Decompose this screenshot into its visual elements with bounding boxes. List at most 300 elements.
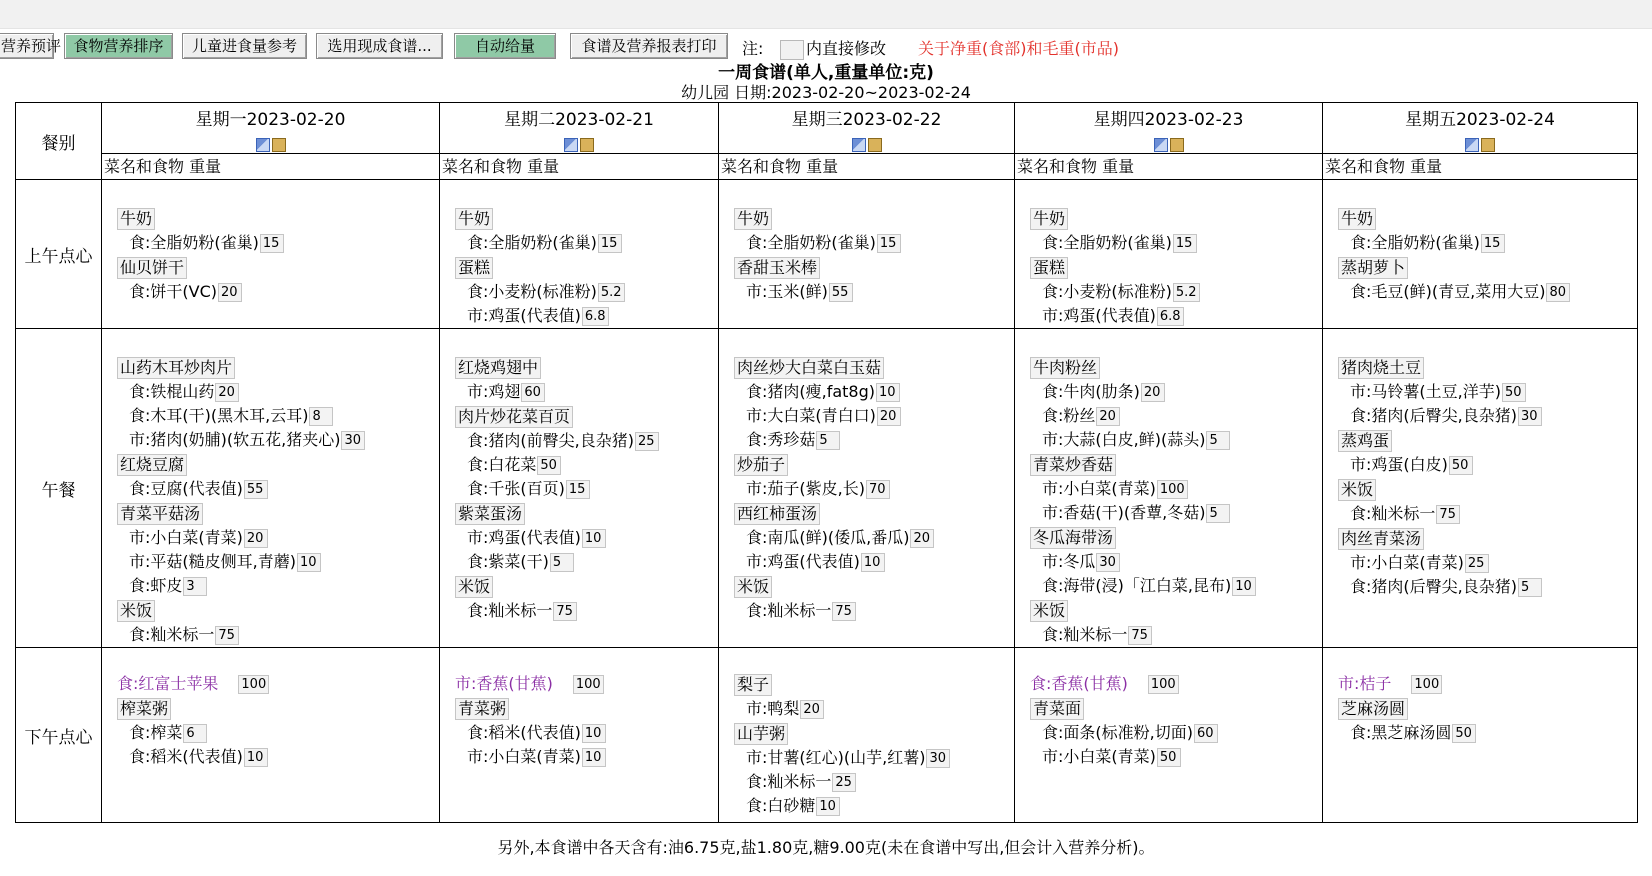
menu-cell <box>440 329 719 648</box>
weekly-menu-table <box>15 102 1638 823</box>
ingredient-line <box>117 231 439 255</box>
ingredient-line <box>734 428 1014 452</box>
weight-input[interactable]: 50 <box>1157 748 1181 767</box>
ingredient-name: 食:小麦粉(标准粉) <box>467 282 597 301</box>
ingredient-line <box>1338 404 1637 428</box>
fruit-name[interactable]: 食:红富士苹果 <box>117 674 219 693</box>
ingredient-name: 食:籼米标一 <box>129 625 215 644</box>
menu-cell <box>102 648 440 823</box>
dish-line <box>1338 477 1637 502</box>
paste-icon[interactable] <box>1170 138 1184 152</box>
copy-icon[interactable] <box>564 138 578 152</box>
ingredient-name: 市:鸡蛋(代表值) <box>467 528 581 547</box>
ingredient-name: 市:甘薯(红心)(山芋,红薯) <box>746 748 926 767</box>
menu-cell <box>1015 180 1323 329</box>
fruit-line <box>1030 672 1322 696</box>
ingredient-name: 食:豆腐(代表值) <box>129 479 243 498</box>
nutrition-preview-button[interactable]: 营养预评 <box>0 33 54 59</box>
weight-input[interactable]: 25 <box>635 432 659 451</box>
weight-input[interactable]: 100 <box>1157 480 1188 499</box>
weight-input[interactable]: 75 <box>553 602 577 621</box>
ingredient-name: 食:全脂奶粉(雀巢) <box>746 233 876 252</box>
ingredient-line <box>117 721 439 745</box>
ingredient-line <box>1030 574 1322 598</box>
ingredient-name: 食:全脂奶粉(雀巢) <box>467 233 597 252</box>
dish-name[interactable]: 肉丝青菜汤 <box>1338 528 1424 550</box>
dish-name[interactable]: 肉片炒花菜百页 <box>455 406 573 428</box>
fruit-name[interactable]: 食:香蕉(甘蕉) <box>1030 674 1128 693</box>
menu-cell <box>1323 180 1638 329</box>
weight-input[interactable]: 100 <box>1148 675 1179 694</box>
ingredient-line <box>117 574 439 598</box>
ingredient-name: 食:小麦粉(标准粉) <box>1042 282 1172 301</box>
ingredient-name: 食:猪肉(后臀尖,良杂猪) <box>1350 406 1517 425</box>
ingredient-line <box>455 429 718 453</box>
ingredient-name: 市:鸡蛋(代表值) <box>746 552 860 571</box>
dish-name[interactable]: 米饭 <box>1030 600 1068 622</box>
ingredient-name: 食:南瓜(鲜)(倭瓜,番瓜) <box>746 528 910 547</box>
dish-name[interactable]: 仙贝饼干 <box>117 257 187 279</box>
lunch-row <box>16 329 1638 648</box>
weight-input[interactable]: 15 <box>1173 234 1197 253</box>
ingredient-name: 食:粉丝 <box>1042 406 1096 425</box>
dish-name[interactable]: 牛奶 <box>455 208 493 230</box>
dish-name[interactable]: 牛肉粉丝 <box>1030 357 1100 379</box>
weight-input[interactable]: 6.8 <box>582 307 609 326</box>
menu-cell <box>1015 329 1323 648</box>
paste-icon[interactable] <box>868 138 882 152</box>
ingredient-line <box>734 770 1014 794</box>
ingredient-line <box>1030 745 1322 769</box>
dish-line <box>1030 452 1322 477</box>
copy-icon[interactable] <box>1154 138 1168 152</box>
top-band <box>0 0 1652 29</box>
menu-cell <box>719 329 1015 648</box>
ingredient-line <box>734 697 1014 721</box>
column-subheader: 菜名和食物 重量 <box>102 154 440 180</box>
ingredient-name: 食:秀珍菇 <box>746 430 816 449</box>
dish-name[interactable]: 蒸鸡蛋 <box>1338 430 1392 452</box>
dish-name[interactable]: 米饭 <box>734 576 772 598</box>
dish-line <box>117 452 439 477</box>
dish-line <box>117 696 439 721</box>
column-subheader: 菜名和食物 重量 <box>440 154 719 180</box>
weight-input[interactable]: 20 <box>877 407 901 426</box>
menu-cell <box>719 180 1015 329</box>
paste-icon[interactable] <box>1481 138 1495 152</box>
menu-cell <box>102 329 440 648</box>
meal-name: 下午点心 <box>16 648 102 823</box>
weight-input[interactable]: 10 <box>582 529 606 548</box>
weight-input[interactable]: 10 <box>861 553 885 572</box>
ingredient-name: 食:稻米(代表值) <box>467 723 581 742</box>
weight-input[interactable]: 20 <box>1141 383 1165 402</box>
ingredient-line <box>1338 231 1637 255</box>
weight-input[interactable]: 50 <box>1502 383 1526 402</box>
menu-cell <box>1015 648 1323 823</box>
ingredient-line <box>117 550 439 574</box>
ingredient-name: 食:饼干(VC) <box>129 282 217 301</box>
weight-input[interactable]: 5 <box>1518 578 1542 597</box>
dish-name[interactable]: 榨菜粥 <box>117 698 171 720</box>
ingredient-name: 食:黑芝麻汤圆 <box>1350 723 1452 742</box>
column-subheader: 菜名和食物 重量 <box>1015 154 1323 180</box>
dish-line <box>455 501 718 526</box>
weight-input[interactable]: 6.8 <box>1157 307 1184 326</box>
fruit-line <box>117 672 439 696</box>
auto-quantity-button[interactable]: 自动给量 <box>454 33 556 59</box>
ingredient-name: 食:海带(浸)「江白菜,昆布) <box>1042 576 1232 595</box>
dish-name[interactable]: 山芋粥 <box>734 723 788 745</box>
dish-line <box>1338 526 1637 551</box>
ingredient-line <box>734 477 1014 501</box>
ingredient-line <box>1338 280 1637 304</box>
paste-icon[interactable] <box>272 138 286 152</box>
dish-name[interactable]: 牛奶 <box>734 208 772 230</box>
weight-input[interactable]: 70 <box>866 480 890 499</box>
dish-name[interactable]: 米饭 <box>117 600 155 622</box>
ingredient-line <box>1030 721 1322 745</box>
weight-input[interactable]: 10 <box>582 724 606 743</box>
menu-cell <box>1323 648 1638 823</box>
ingredient-name: 市:平菇(糙皮侧耳,青蘑) <box>129 552 296 571</box>
weight-input[interactable]: 10 <box>816 797 840 816</box>
menu-cell <box>102 180 440 329</box>
ingredient-name: 市:大蒜(白皮,鲜)(蒜头) <box>1042 430 1206 449</box>
weight-input[interactable]: 5 <box>550 553 574 572</box>
ingredient-line <box>117 428 439 452</box>
dish-name[interactable]: 冬瓜海带汤 <box>1030 527 1116 549</box>
day-title: 星期三2023-02-22 <box>791 110 942 130</box>
ingredient-line <box>1338 453 1637 477</box>
weight-input[interactable]: 75 <box>832 602 856 621</box>
weight-input[interactable]: 15 <box>260 234 284 253</box>
ingredient-line <box>734 231 1014 255</box>
dish-name[interactable]: 芝麻汤圆 <box>1338 698 1408 720</box>
dish-line <box>734 452 1014 477</box>
page-subtitle: 幼儿园 日期:2023-02-20~2023-02-24 <box>681 83 971 102</box>
day-header <box>440 103 719 154</box>
dish-name[interactable]: 香甜玉米棒 <box>734 257 820 279</box>
ingredient-line <box>734 404 1014 428</box>
dish-name[interactable]: 牛奶 <box>117 208 155 230</box>
dish-name[interactable]: 猪肉烧土豆 <box>1338 357 1424 379</box>
weight-input[interactable]: 15 <box>1481 234 1505 253</box>
fruit-name[interactable]: 市:桔子 <box>1338 674 1392 693</box>
ingredient-name: 食:籼米标一 <box>1350 504 1436 523</box>
weight-input[interactable]: 80 <box>1546 283 1570 302</box>
dish-line <box>734 721 1014 746</box>
ingredient-line <box>455 304 718 328</box>
ingredient-name: 食:虾皮 <box>129 576 183 595</box>
weight-input[interactable]: 10 <box>297 553 321 572</box>
ingredient-name: 食:籼米标一 <box>746 601 832 620</box>
ingredient-name: 食:千张(百页) <box>467 479 565 498</box>
dish-name[interactable]: 蛋糕 <box>1030 257 1068 279</box>
food-nutrition-sort-button[interactable]: 食物营养排序 <box>64 33 173 59</box>
copy-icon[interactable] <box>256 138 270 152</box>
dish-line <box>734 206 1014 231</box>
ingredient-name: 市:茄子(紫皮,长) <box>746 479 865 498</box>
weight-input[interactable]: 75 <box>215 626 239 645</box>
weight-input[interactable]: 20 <box>218 283 242 302</box>
dish-line <box>455 355 718 380</box>
day-header <box>1323 103 1638 154</box>
dish-line <box>117 255 439 280</box>
weight-input[interactable]: 15 <box>598 234 622 253</box>
ingredient-line <box>734 550 1014 574</box>
dish-line <box>1030 255 1322 280</box>
dish-name[interactable]: 西红柿蛋汤 <box>734 503 820 525</box>
weight-input[interactable]: 15 <box>877 234 901 253</box>
weight-input[interactable]: 20 <box>910 529 934 548</box>
dish-line <box>734 355 1014 380</box>
day-header <box>102 103 440 154</box>
dish-line <box>1030 206 1322 231</box>
ingredient-line <box>455 599 718 623</box>
note-suffix: 内直接修改 <box>806 39 887 58</box>
ingredient-line <box>734 280 1014 304</box>
child-intake-reference-button[interactable]: 儿童进食量参考 <box>182 33 307 59</box>
dish-line <box>1338 696 1637 721</box>
day-header <box>719 103 1015 154</box>
ingredient-name: 市:鸡蛋(白皮) <box>1350 455 1448 474</box>
meal-type-header: 餐别 <box>16 103 102 180</box>
dish-line <box>455 255 718 280</box>
dish-name[interactable]: 米饭 <box>1338 479 1376 501</box>
ingredient-name: 食:猪肉(前臀尖,良杂猪) <box>467 431 634 450</box>
dish-line <box>1338 355 1637 380</box>
dish-name[interactable]: 青菜炒香菇 <box>1030 454 1116 476</box>
fruit-line <box>1338 672 1637 696</box>
ingredient-name: 食:木耳(干)(黑木耳,云耳) <box>129 406 309 425</box>
copy-icon[interactable] <box>1465 138 1479 152</box>
ingredient-line <box>117 526 439 550</box>
dish-line <box>1030 696 1322 721</box>
ingredient-line <box>455 380 718 404</box>
day-title: 星期五2023-02-24 <box>1405 110 1555 130</box>
ingredient-line <box>1030 380 1322 404</box>
dish-line <box>117 355 439 380</box>
dish-name[interactable]: 肉丝炒大白菜白玉菇 <box>734 357 884 379</box>
ingredient-line <box>1030 550 1322 574</box>
ingredient-name: 食:全脂奶粉(雀巢) <box>1350 233 1480 252</box>
weight-input[interactable]: 25 <box>1465 554 1489 573</box>
weight-input[interactable]: 30 <box>1518 407 1542 426</box>
dish-line <box>1338 255 1637 280</box>
dish-name[interactable]: 梨子 <box>734 674 772 696</box>
weight-input[interactable]: 20 <box>1096 407 1120 426</box>
column-subheader: 菜名和食物 重量 <box>1323 154 1638 180</box>
ingredient-name: 市:大白菜(青白口) <box>746 406 876 425</box>
ingredient-line <box>1338 380 1637 404</box>
weight-input[interactable]: 3 <box>183 577 207 596</box>
menu-cell <box>440 648 719 823</box>
ingredient-line <box>455 550 718 574</box>
fruit-name[interactable]: 市:香蕉(甘蕉) <box>455 674 553 693</box>
ingredient-name: 市:鸡翅 <box>467 382 521 401</box>
weight-input[interactable]: 60 <box>1194 724 1218 743</box>
footer-note: 另外,本食谱中各天含有:油6.75克,盐1.80克,糖9.00克(未在食谱中写出,但会计入营养分析)。 <box>497 838 1155 857</box>
meal-name: 上午点心 <box>16 180 102 329</box>
choose-ready-menu-button[interactable]: 选用现成食谱... <box>316 33 443 59</box>
menu-cell <box>719 648 1015 823</box>
ingredient-name: 市:鸭梨 <box>746 699 800 718</box>
ingredient-name: 市:鸡蛋(代表值) <box>467 306 581 325</box>
meal-name: 午餐 <box>16 329 102 648</box>
dish-line <box>117 501 439 526</box>
weight-input[interactable]: 50 <box>1452 724 1476 743</box>
ingredient-name: 食:全脂奶粉(雀巢) <box>1042 233 1172 252</box>
note-sample-box <box>780 40 804 60</box>
ingredient-line <box>455 745 718 769</box>
day-title: 星期四2023-02-23 <box>1093 110 1244 130</box>
weight-input[interactable]: 5.2 <box>598 283 625 302</box>
weight-input[interactable]: 100 <box>238 675 269 694</box>
weight-input[interactable]: 5 <box>816 431 840 450</box>
dish-line <box>455 404 718 429</box>
net-gross-weight-link[interactable]: 关于净重(食部)和毛重(市品) <box>918 39 1119 58</box>
ingredient-name: 市:小白菜(青菜) <box>1042 747 1156 766</box>
weight-input[interactable]: 30 <box>1096 553 1120 572</box>
weight-input[interactable]: 25 <box>832 773 856 792</box>
weight-input[interactable]: 5 <box>1206 431 1230 450</box>
ingredient-name: 食:猪肉(后臀尖,良杂猪) <box>1350 577 1517 596</box>
ingredient-name: 市:小白菜(青菜) <box>1350 553 1464 572</box>
ingredient-name: 市:香菇(干)(香蕈,冬菇) <box>1042 503 1206 522</box>
copy-icon[interactable] <box>852 138 866 152</box>
ingredient-name: 食:白花菜 <box>467 455 537 474</box>
dish-name[interactable]: 紫菜蛋汤 <box>455 503 525 525</box>
weight-input[interactable]: 5.2 <box>1173 283 1200 302</box>
dish-name[interactable]: 蒸胡萝卜 <box>1338 257 1408 279</box>
ingredient-name: 食:全脂奶粉(雀巢) <box>129 233 259 252</box>
weight-input[interactable]: 10 <box>582 748 606 767</box>
menu-cell <box>1323 329 1638 648</box>
ingredient-name: 市:小白菜(青菜) <box>129 528 243 547</box>
ingredient-line <box>117 477 439 501</box>
dish-line <box>1030 598 1322 623</box>
weight-input[interactable]: 15 <box>566 480 590 499</box>
menu-cell <box>440 180 719 329</box>
dish-line <box>117 206 439 231</box>
weight-input[interactable]: 8 <box>309 407 333 426</box>
ingredient-line <box>1338 575 1637 599</box>
ingredient-name: 市:小白菜(青菜) <box>1042 479 1156 498</box>
ingredient-name: 市:玉米(鲜) <box>746 282 828 301</box>
dish-name[interactable]: 炒茄子 <box>734 454 788 476</box>
dish-name[interactable]: 青菜平菇汤 <box>117 503 203 525</box>
weight-input[interactable]: 60 <box>521 383 545 402</box>
paste-icon[interactable] <box>580 138 594 152</box>
weight-input[interactable]: 100 <box>573 675 604 694</box>
weight-input[interactable]: 10 <box>876 383 900 402</box>
weight-input[interactable]: 55 <box>244 480 268 499</box>
ingredient-line <box>117 745 439 769</box>
page-title: 一周食谱(单人,重量单位:克) <box>718 63 934 83</box>
dish-line <box>1338 428 1637 453</box>
dish-name[interactable]: 牛奶 <box>1030 208 1068 230</box>
ingredient-line <box>734 794 1014 818</box>
dish-name[interactable]: 红烧鸡翅中 <box>455 357 541 379</box>
weight-input[interactable]: 10 <box>244 748 268 767</box>
dish-name[interactable]: 青菜粥 <box>455 698 509 720</box>
ingredient-name: 食:籼米标一 <box>467 601 553 620</box>
weight-input[interactable]: 10 <box>1232 577 1256 596</box>
weight-input[interactable]: 55 <box>829 283 853 302</box>
ingredient-line <box>1338 502 1637 526</box>
dish-name[interactable]: 米饭 <box>455 576 493 598</box>
ingredient-line <box>455 231 718 255</box>
dish-line <box>455 574 718 599</box>
ingredient-line <box>734 380 1014 404</box>
weight-input[interactable]: 75 <box>1436 505 1460 524</box>
ingredient-line <box>455 721 718 745</box>
ingredient-line <box>734 746 1014 770</box>
weight-input[interactable]: 100 <box>1411 675 1442 694</box>
weight-input[interactable]: 50 <box>537 456 561 475</box>
dish-line <box>455 696 718 721</box>
ingredient-name: 市:小白菜(青菜) <box>467 747 581 766</box>
ingredient-name: 食:稻米(代表值) <box>129 747 243 766</box>
day-title: 星期一2023-02-20 <box>195 110 346 130</box>
weight-input[interactable]: 20 <box>800 700 824 719</box>
ingredient-line <box>1030 623 1322 647</box>
ingredient-line <box>1030 477 1322 501</box>
weight-input[interactable]: 20 <box>244 529 268 548</box>
weight-input[interactable]: 5 <box>1206 504 1230 523</box>
dish-name[interactable]: 山药木耳炒肉片 <box>117 357 235 379</box>
print-menu-report-button[interactable]: 食谱及营养报表打印 <box>570 33 728 59</box>
ingredient-name: 食:白砂糖 <box>746 796 816 815</box>
ingredient-name: 食:紫菜(干) <box>467 552 549 571</box>
weight-input[interactable]: 50 <box>1449 456 1473 475</box>
dish-name[interactable]: 青菜面 <box>1030 698 1084 720</box>
weight-input[interactable]: 30 <box>341 431 365 450</box>
day-title: 星期二2023-02-21 <box>504 110 654 130</box>
ingredient-line <box>1030 304 1322 328</box>
morning-snack-row <box>16 180 1638 329</box>
weight-input[interactable]: 75 <box>1128 626 1152 645</box>
dish-line <box>734 672 1014 697</box>
ingredient-line <box>734 526 1014 550</box>
ingredient-name: 市:冬瓜 <box>1042 552 1096 571</box>
ingredient-line <box>117 404 439 428</box>
dish-line <box>734 574 1014 599</box>
ingredient-name: 食:籼米标一 <box>746 772 832 791</box>
weight-input[interactable]: 30 <box>926 749 950 768</box>
ingredient-name: 食:铁棍山药 <box>129 382 215 401</box>
dish-line <box>734 501 1014 526</box>
ingredient-name: 食:毛豆(鲜)(青豆,菜用大豆) <box>1350 282 1546 301</box>
dish-line <box>117 598 439 623</box>
ingredient-line <box>1030 428 1322 452</box>
dish-name[interactable]: 红烧豆腐 <box>117 454 187 476</box>
ingredient-line <box>117 623 439 647</box>
ingredient-line <box>455 477 718 501</box>
ingredient-name: 食:籼米标一 <box>1042 625 1128 644</box>
ingredient-name: 食:面条(标准粉,切面) <box>1042 723 1193 742</box>
ingredient-line <box>1030 231 1322 255</box>
weight-input[interactable]: 20 <box>215 383 239 402</box>
dish-name[interactable]: 牛奶 <box>1338 208 1376 230</box>
day-header <box>1015 103 1323 154</box>
ingredient-line <box>1338 721 1637 745</box>
ingredient-name: 食:牛肉(肋条) <box>1042 382 1140 401</box>
weight-input[interactable]: 6 <box>183 724 207 743</box>
dish-name[interactable]: 蛋糕 <box>455 257 493 279</box>
dish-line <box>1338 206 1637 231</box>
